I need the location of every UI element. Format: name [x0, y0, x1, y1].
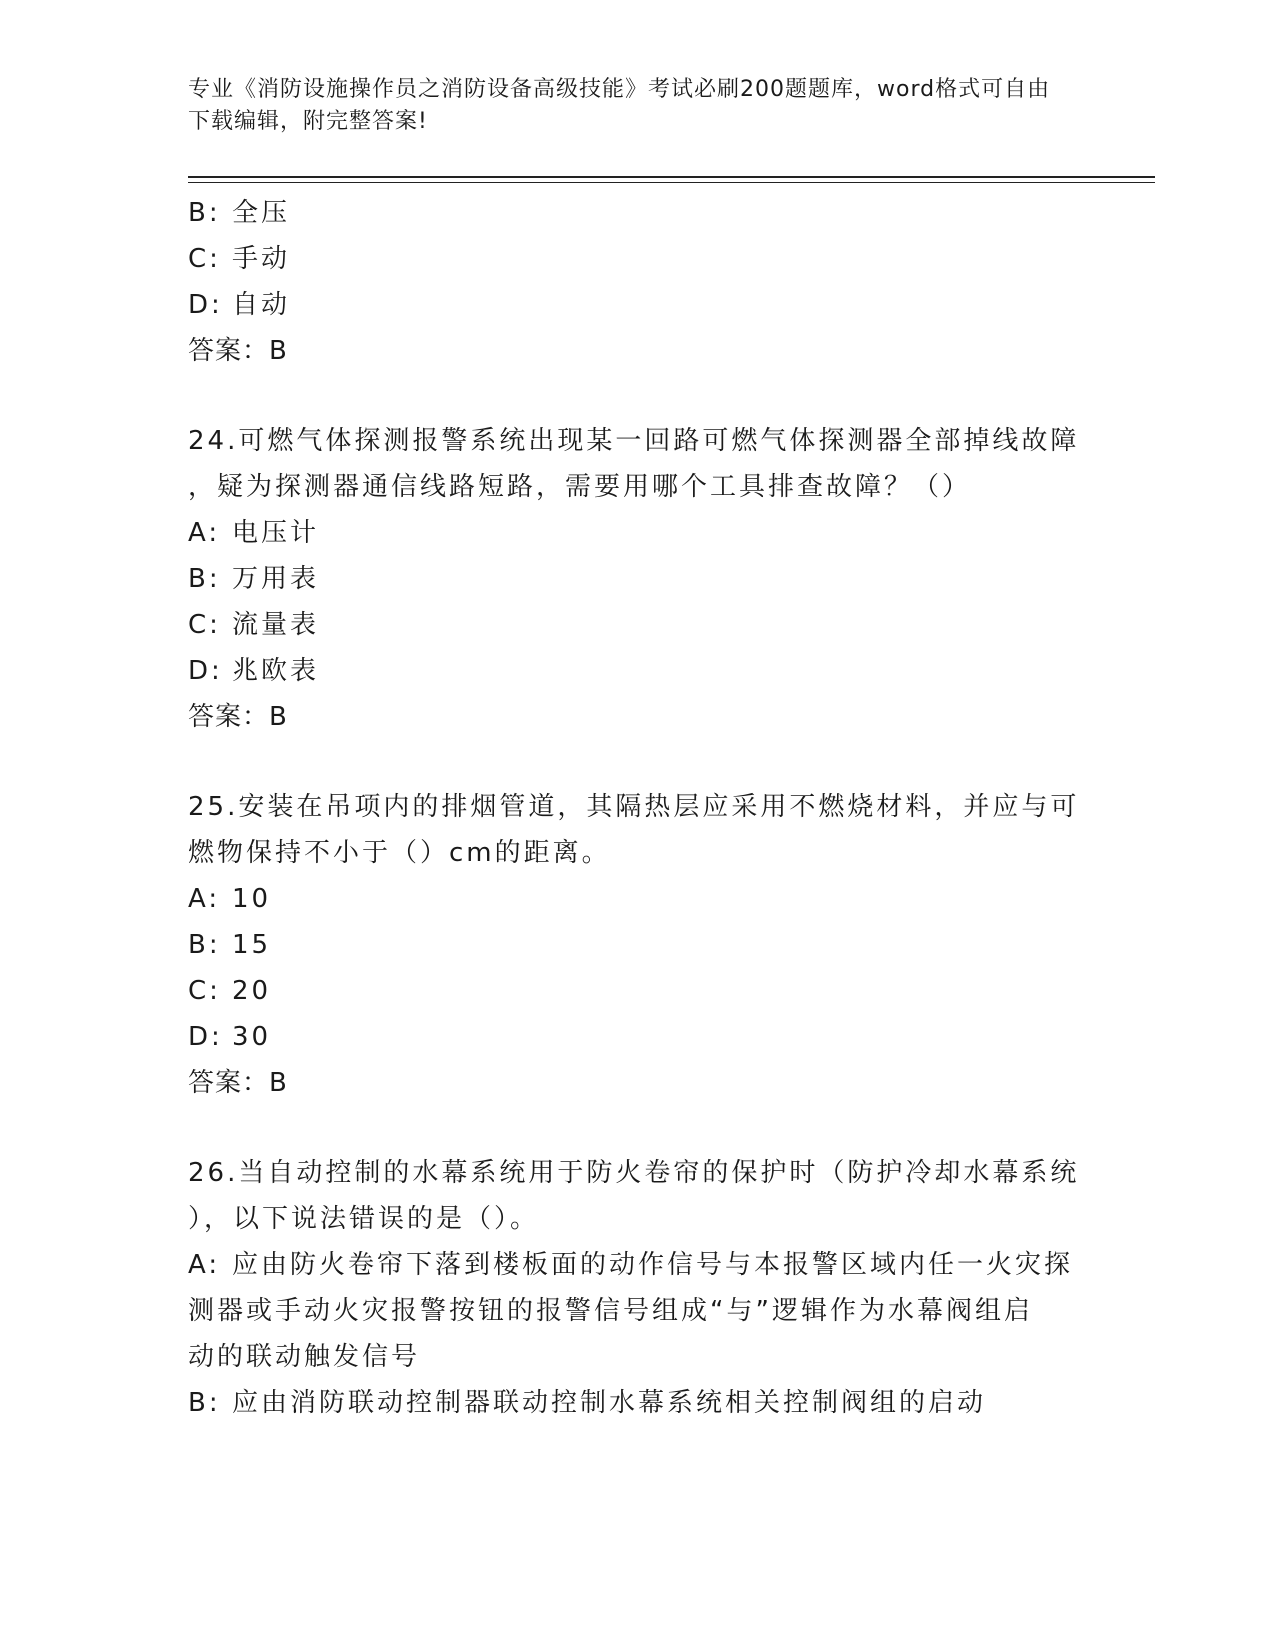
option-letter: B: — [188, 564, 221, 594]
option-b — [188, 1380, 1088, 1426]
option-letter: A: — [188, 518, 221, 548]
option-letter: A: — [188, 1250, 221, 1280]
question-25 — [188, 784, 1088, 1106]
option-letter: B: — [188, 1388, 221, 1418]
option-text: 应由消防联动控制器联动控制水幕系统相关控制阀组的启动 — [232, 1388, 987, 1418]
question-title-line: 25.安装在吊项内的排烟管道，其隔热层应采用不燃烧材料，并应与可 — [188, 792, 1080, 822]
option-b — [188, 556, 1088, 602]
option-text: 电压计 — [232, 518, 320, 548]
answer-line: 答案：B — [188, 1068, 288, 1098]
option-a — [188, 876, 1088, 922]
option-b — [188, 922, 1088, 968]
question-26 — [188, 1150, 1088, 1426]
option-text: 15 — [232, 930, 272, 960]
option-d — [188, 648, 1088, 694]
question-title-line: ，疑为探测器通信线路短路，需要用哪个工具排查故障？（） — [188, 472, 972, 502]
option-c — [188, 968, 1088, 1014]
option-letter: B: — [188, 930, 221, 960]
option-letter: D: — [188, 290, 223, 320]
option-letter: C: — [188, 610, 221, 640]
answer-line: 答案：B — [188, 702, 288, 732]
option-text: 万用表 — [232, 564, 320, 594]
option-letter: C: — [188, 976, 221, 1006]
option-letter: D: — [188, 656, 223, 686]
question-title-line: 燃物保持不小于（）cm的距离。 — [188, 838, 611, 868]
option-letter: A: — [188, 884, 221, 914]
option-a — [188, 510, 1088, 556]
question-content — [188, 190, 1088, 1426]
option-text: 自动 — [232, 290, 291, 320]
option-text: 应由防火卷帘下落到楼板面的动作信号与本报警区域内任一火灾探 — [232, 1250, 1074, 1280]
page-header — [188, 74, 1068, 138]
option-letter: C: — [188, 244, 221, 274]
question-title-line: 26.当自动控制的水幕系统用于防火卷帘的保护时（防护冷却水幕系统 — [188, 1158, 1080, 1188]
answer-line: 答案：B — [188, 336, 288, 366]
header-divider-thin — [188, 182, 1155, 183]
option-letter: B: — [188, 198, 221, 228]
option-text: 流量表 — [232, 610, 320, 640]
option-text: 全压 — [232, 198, 291, 228]
question-title-line: ），以下说法错误的是（）。 — [188, 1204, 540, 1234]
option-text: 30 — [232, 1022, 272, 1052]
question-title-line: 24.可燃气体探测报警系统出现某一回路可燃气体探测器全部掉线故障 — [188, 426, 1080, 456]
option-d — [188, 1014, 1088, 1060]
option-text: 手动 — [232, 244, 291, 274]
continued-question — [188, 190, 1088, 374]
option-text: 10 — [232, 884, 272, 914]
option-c — [188, 236, 1088, 282]
option-letter: D: — [188, 1022, 223, 1052]
question-24 — [188, 418, 1088, 740]
header-divider — [188, 176, 1155, 178]
option-c — [188, 602, 1088, 648]
option-b — [188, 190, 1088, 236]
option-a-continued: 动的联动触发信号 — [188, 1342, 421, 1372]
header-title: 专业《消防设施操作员之消防设备高级技能》考试必刷200题题库，word格式可自由下载编辑，附完整答案! — [188, 77, 1051, 134]
option-text: 兆欧表 — [232, 656, 320, 686]
option-a — [188, 1242, 1088, 1288]
option-a-continued: 测器或手动火灾报警按钮的报警信号组成“与”逻辑作为水幕阀组启 — [188, 1296, 1033, 1326]
option-d — [188, 282, 1088, 328]
option-text: 20 — [232, 976, 272, 1006]
